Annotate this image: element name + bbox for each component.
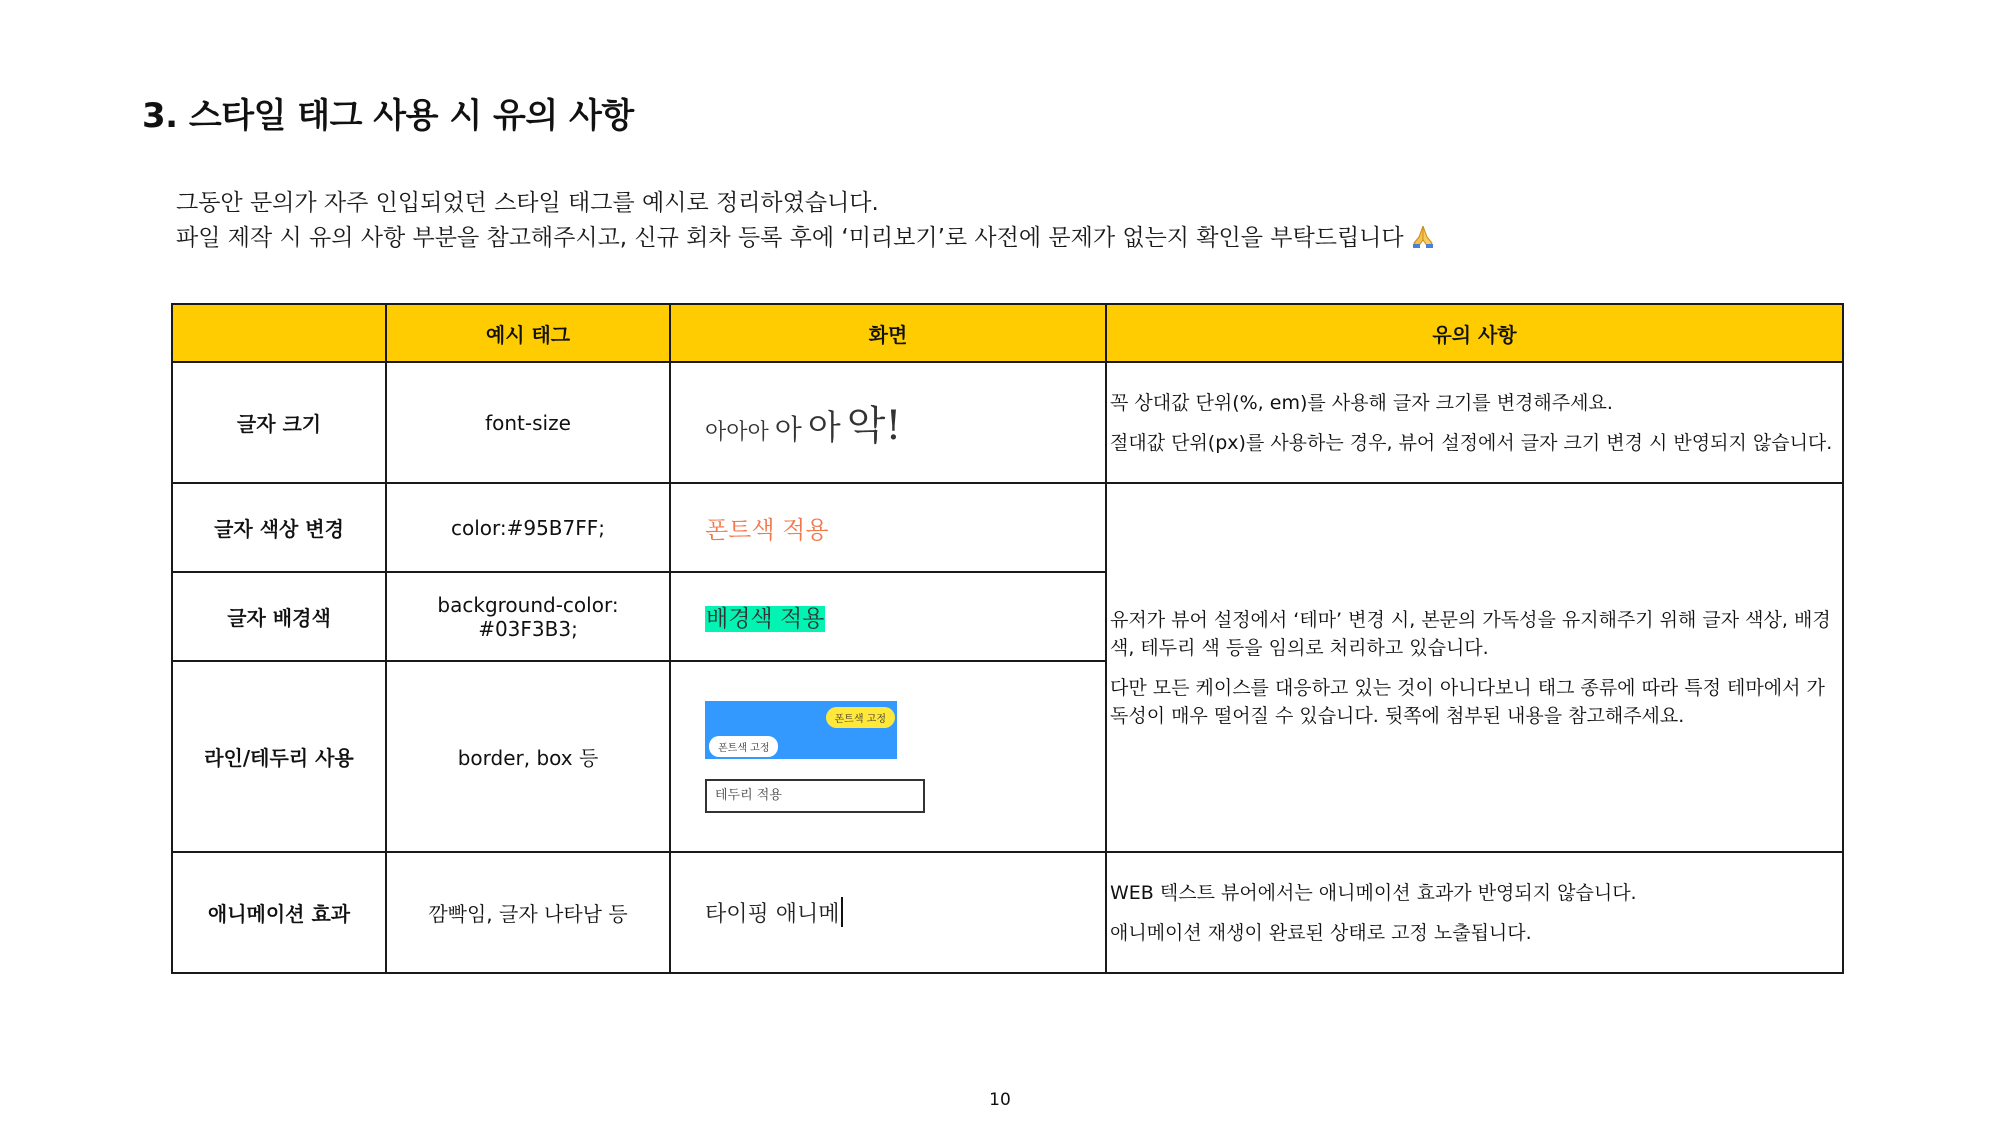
border-sample [670, 661, 1106, 852]
intro-line-2-text: 파일 제작 시 유의 사항 부분을 참고해주시고, 신규 회차 등록 후에 ‘미리보기’로 사전에 문제가 없는지 확인을 부탁드립니다 [176, 225, 1404, 251]
background-text-sample: 배경색 적용 [706, 606, 825, 632]
background-sample [670, 572, 1106, 661]
intro-line-1: 그동안 문의가 자주 인입되었던 스타일 태그를 예시로 정리하였습니다. [176, 190, 879, 216]
row-tag: 깜빡임, 글자 나타남 등 [386, 852, 670, 973]
note-line: 꼭 상대값 단위(%, em)를 사용해 글자 크기를 변경해주세요. [1110, 391, 1613, 414]
sample-size-2: 아 [774, 413, 802, 446]
row-tag: font-size [386, 362, 670, 483]
table-row [172, 362, 1843, 483]
row-label: 글자 색상 변경 [172, 483, 386, 572]
header-cell-example-tag: 예시 태그 [386, 304, 670, 362]
row-label: 라인/테두리 사용 [172, 661, 386, 852]
note-line: 애니메이션 재생이 완료된 상태로 고정 노출됩니다. [1110, 921, 1532, 944]
header-cell-screen: 화면 [670, 304, 1106, 362]
animation-notes [1106, 852, 1843, 973]
font-size-sample [670, 362, 1106, 483]
text-cursor [841, 897, 843, 927]
table-row [172, 483, 1843, 572]
table-row [172, 852, 1843, 973]
table-header-row [172, 304, 1843, 362]
header-cell-empty [172, 304, 386, 362]
sample-size-1: 아아아 [705, 420, 769, 445]
intro-text [176, 186, 1436, 256]
blue-box-sample [705, 701, 897, 759]
typing-text-sample: 타이핑 애니메 [705, 902, 840, 927]
note-line: 절대값 단위(px)를 사용하는 경우, 뷰어 설정에서 글자 크기 변경 시 반영되지 않습니다. [1110, 431, 1833, 454]
row-tag: color:#95B7FF; [386, 483, 670, 572]
note-line: 유저가 뷰어 설정에서 ‘테마’ 변경 시, 본문의 가독성을 유지해주기 위해 글자 색상, 배경색, 테두리 색 등을 임의로 처리하고 있습니다. [1110, 608, 1831, 659]
note-line: 다만 모든 케이스를 대응하고 있는 것이 아니다보니 태그 종류에 따라 특정 테마에서 가독성이 매우 떨어질 수 있습니다. 뒷쪽에 첨부된 내용을 참고해주세요. [1110, 676, 1825, 727]
color-sample [670, 483, 1106, 572]
sample-size-3: 아 [807, 408, 841, 448]
row-tag: border, box 등 [386, 661, 670, 852]
folded-hands-icon [1410, 223, 1436, 249]
animation-sample [670, 852, 1106, 973]
bordered-box-sample: 테두리 적용 [705, 779, 925, 813]
row-tag: background-color: #03F3B3; [386, 572, 670, 661]
note-line: WEB 텍스트 뷰어에서는 애니메이션 효과가 반영되지 않습니다. [1110, 881, 1637, 904]
row-label: 글자 배경색 [172, 572, 386, 661]
style-tag-table [171, 303, 1844, 974]
header-cell-notes: 유의 사항 [1106, 304, 1843, 362]
colored-text-sample: 폰트색 적용 [705, 516, 829, 544]
yellow-pill: 폰트색 고정 [826, 707, 895, 728]
page-title: 3. 스타일 태그 사용 시 유의 사항 [142, 96, 634, 136]
theme-notes [1106, 483, 1843, 852]
white-pill: 폰트색 고정 [709, 736, 778, 757]
row-label: 애니메이션 효과 [172, 852, 386, 973]
sample-size-4: 악! [846, 403, 902, 449]
intro-line-2 [176, 221, 1436, 256]
row-label: 글자 크기 [172, 362, 386, 483]
page-number: 10 [989, 1090, 1011, 1110]
font-size-notes [1106, 362, 1843, 483]
